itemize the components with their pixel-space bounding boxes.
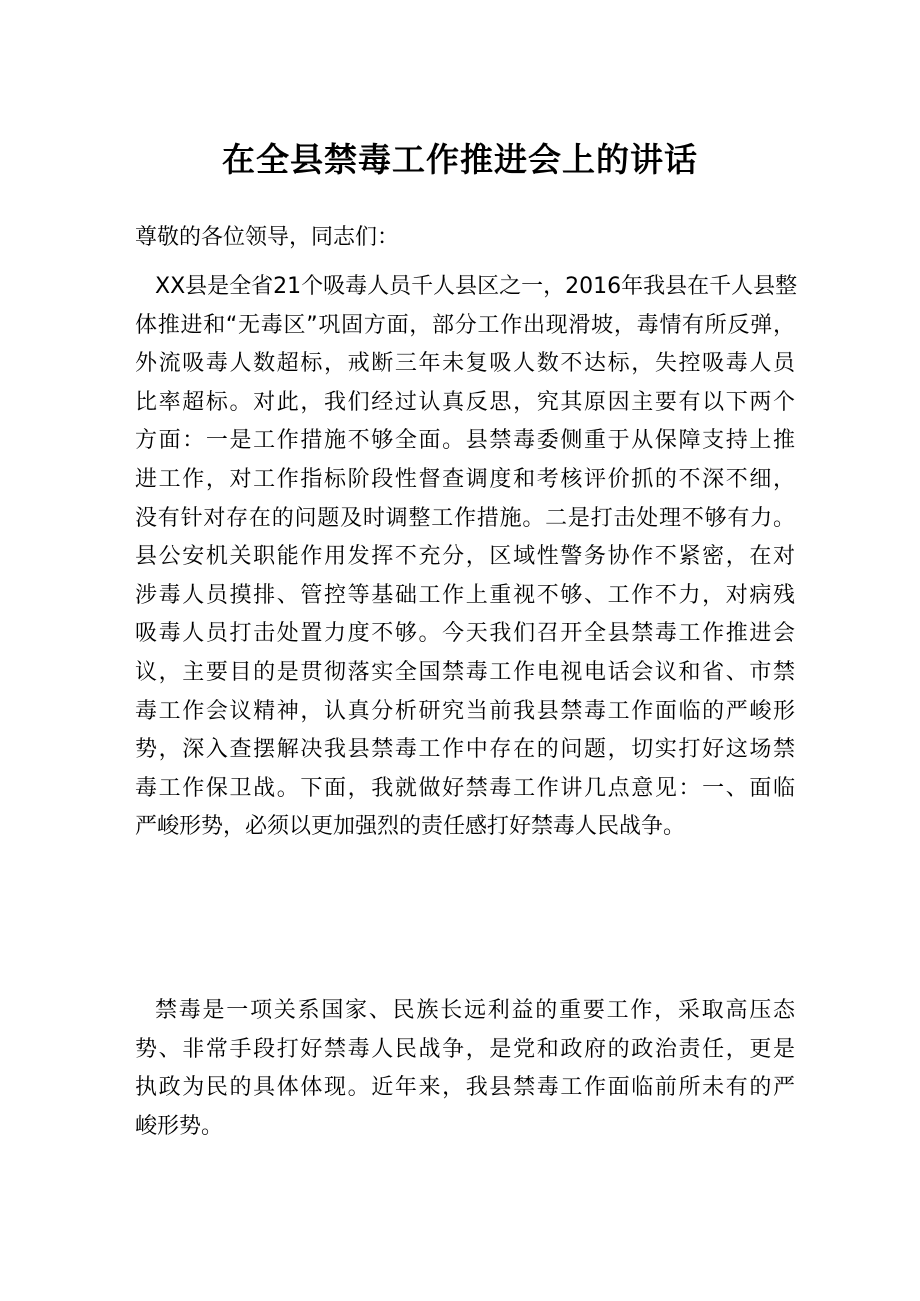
paragraph-line: 进工作，对工作指标阶段性督查调度和考核评价抓的不深不细， [135,466,795,492]
paragraph-line: 毒工作保卫战。下面，我就做好禁毒工作讲几点意见：一、面临 [135,775,795,801]
paragraph-line: 毒工作会议精神，认真分析研究当前我县禁毒工作面临的严峻形 [135,698,795,724]
paragraph-line: 议，主要目的是贯彻落实全国禁毒工作电视电话会议和省、市禁 [135,659,795,685]
paragraph-line: 禁毒是一项关系国家、民族长远利益的重要工作，采取高压态 [155,998,795,1023]
paragraph-line: 执政为民的具体体现。近年来，我县禁毒工作面临前所未有的严 [135,1075,795,1101]
paragraph-line: 势，深入查摆解决我县禁毒工作中存在的问题，切实打好这场禁 [135,737,795,763]
paragraph-1 [135,268,798,847]
paragraph-line: 势、非常手段打好禁毒人民战争，是党和政府的政治责任，更是 [135,1036,795,1062]
paragraph-line: 吸毒人员打击处置力度不够。今天我们召开全县禁毒工作推进会 [135,621,795,647]
paragraph-2 [135,992,795,1146]
paragraph-line: 峻形势。 [135,1113,224,1139]
paragraph-line: 外流吸毒人数超标，戒断三年未复吸人数不达标，失控吸毒人员 [135,351,795,377]
paragraph-line: 方面：一是工作措施不够全面。县禁毒委侧重于从保障支持上推 [135,428,795,454]
paragraph-line: 严峻形势，必须以更加强烈的责任感打好禁毒人民战争。 [135,814,686,840]
paragraph-line: 比率超标。对此，我们经过认真反思，究其原因主要有以下两个 [135,389,795,415]
paragraph-line: XX县是全省21个吸毒人员千人县区之一，2016年我县在千人县整 [155,274,798,299]
salutation: 尊敬的各位领导，同志们： [135,225,400,250]
paragraph-line: 体推进和“无毒区”巩固方面，部分工作出现滑坡，毒情有所反弹， [135,312,795,338]
paragraph-line: 县公安机关职能作用发挥不充分，区域性警务协作不紧密，在对 [135,544,795,570]
paragraph-line: 没有针对存在的问题及时调整工作措施。二是打击处理不够有力。 [135,505,795,531]
document-title: 在全县禁毒工作推进会上的讲话 [222,140,698,179]
paragraph-line: 涉毒人员摸排、管控等基础工作上重视不够、工作不力，对病残 [135,582,795,608]
